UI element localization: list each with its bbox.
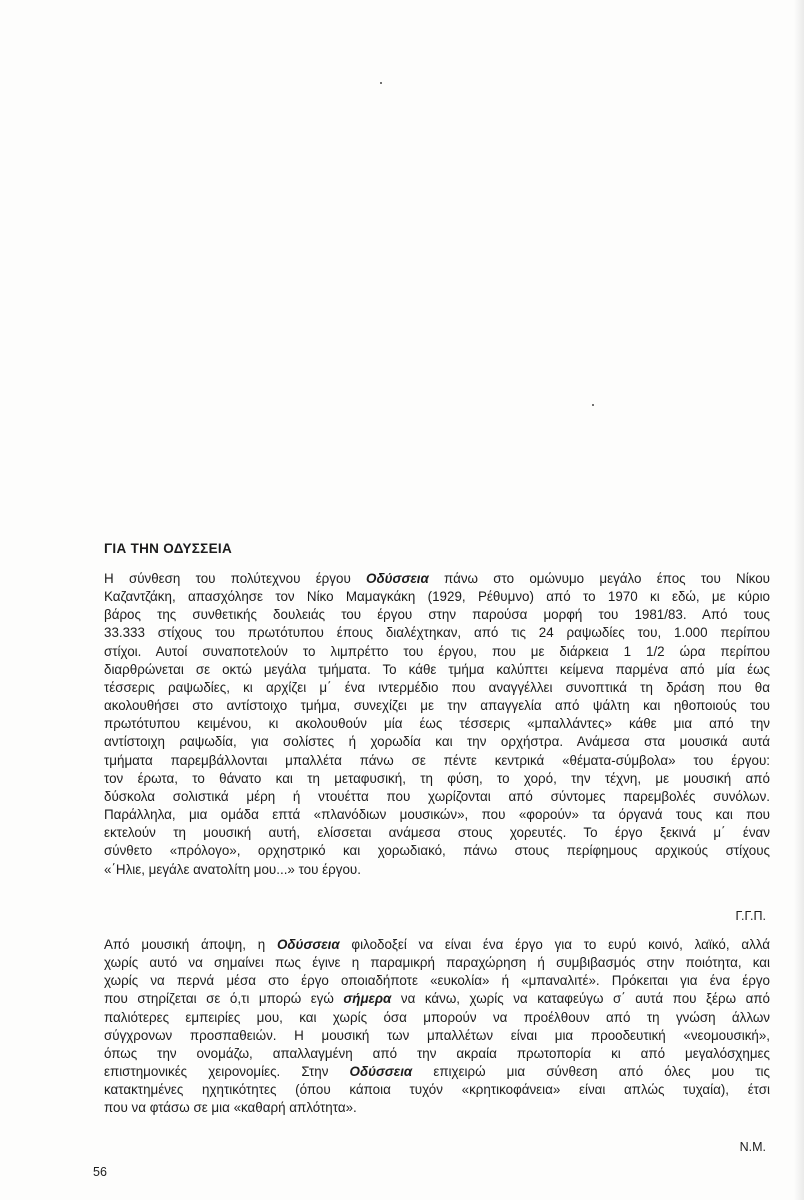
work-title: Οδύσσεια [366, 571, 429, 586]
text-line: αντίστοιχη ραψωδία, για σολίστες ή χορωδία και την ορχήστρα. Ανάμεσα στα μουσικά αυτά [104, 734, 770, 750]
text-line: χωρίς αυτό να σημαίνει πως έγινε η παραμικρή παραχώρηση ή συμβιβασμός στην ποιότητα, και [104, 955, 770, 971]
text-line: ακολουθήσει στο αντίστοιχο τμήμα, συνεχίζει με την απαγγελία από ψάλτη και ηθοποιούς του [104, 698, 770, 714]
signature-nm: Ν.Μ. [739, 1140, 766, 1154]
scan-speck [592, 404, 594, 406]
text-line: 33.333 στίχους του πρωτότυπου έπους διαλέχτηκαν, από τις 24 ραψωδίες του, 1.000 περίπου [104, 625, 770, 641]
text-line: Παράλληλα, μια ομάδα επτά «πλανόδιων μουσικών», που «φορούν» τα όργανά τους και που [104, 807, 770, 823]
text-line: επιστημονικές χειρονομίες. Στην Οδύσσεια επιχειρώ μια σύνθεση από όλες μου τις [104, 1064, 770, 1080]
page-edge-shadow [794, 0, 804, 1200]
paragraph-music-view [104, 936, 770, 1118]
text-line: στίχοι. Αυτοί συναποτελούν το λιμπρέττο του έργου, που με διάρκεια 1 1/2 ώρα περίπου [104, 643, 770, 659]
text-line: Η σύνθεση του πολύτεχνου έργου Οδύσσεια πάνω στο ομώνυμο μεγάλο έπος του Νίκου [104, 571, 770, 586]
text-line: εκτελούν τη μουσική αυτή, ελίσσεται ανάμεσα στους χορευτές. Το έργο ξεκινά μ΄ έναν [104, 825, 770, 841]
text-line: όπως την ονομάζω, απαλλαγμένη από την ακραία πρωτοπορία κι από μεγαλόσχημες [104, 1045, 770, 1061]
text-line: σύνθετο «πρόλογο», ορχηστρικό και χορωδιακό, πάνω στους περίφημους αρχικούς στίχους [104, 843, 770, 859]
text-line: τμήματα παρεμβάλλονται μπαλλέτα πάνω σε πέντε κεντρικά «θέματα-σύμβολα» του έργου: [104, 752, 770, 768]
text-line: κατακτημένες ηχητικότητες (όπου κάποια τυχόν «κρητικοφάνεια» είναι απλώς τυχαία), έτσι [104, 1082, 770, 1098]
text-line: χωρίς να περνά μέσα στο έργο οποιαδήποτε «ευκολία» ή «μπαναλιτέ». Πρόκειται για ένα έργο [104, 973, 770, 989]
work-title: Οδύσσεια [349, 1064, 413, 1080]
text-line: «΄Ηλιε, μεγάλε ανατολίτη μου...» του έργου. [104, 861, 361, 877]
text-line: παλιότερες εμπειρίες μου, και χωρίς όσα μπορούν να προέλθουν από τη γνώση άλλων [104, 1009, 770, 1025]
text-line: δύσκολα σολιστικά μέρη ή ντουέττα που χωρίζονται από σύντομες παρεμβολές συνόλων. [104, 788, 770, 804]
text-line: Καζαντζάκη, απασχόλησε τον Νίκο Μαμαγκάκη (1929, Ρέθυμνο) από το 1970 κι εδώ, με κύριο [104, 589, 770, 605]
text-line: που να φτάσω σε μια «καθαρή απλότητα». [104, 1100, 357, 1116]
text-line: που στηρίζεται σε ό,τι μπορώ εγώ σήμερα να κάνω, χωρίς να καταφεύγω σ΄ αυτά που ξέρω από [104, 991, 771, 1007]
text-line: Από μουσική άποψη, η Οδύσσεια φιλοδοξεί να είναι ένα έργο για το ευρύ κοινό, λαϊκό, αλλά [104, 937, 770, 952]
work-title: Οδύσσεια [276, 937, 340, 952]
work-title: σήμερα [343, 991, 392, 1007]
text-line: τον έρωτα, το θάνατο και τη μεταφυσική, τη φύση, το χορό, την τέχνη, με μουσική από [104, 770, 770, 786]
text-line: βάρος της συνθετικής δουλειάς του έργου στην παρούσα μορφή του 1981/83. Από τους [104, 607, 770, 623]
paragraph-composition [104, 570, 770, 879]
scan-speck [380, 82, 382, 84]
signature-ggp: Γ.Γ.Π. [735, 909, 766, 923]
text-line: διαρθρώνεται σε οκτώ μεγάλα τμήματα. Το κάθε τμήμα καλύπτει κείμενα παρμένα από μία έως [104, 661, 770, 677]
section-heading: ΓΙΑ ΤΗΝ ΟΔΥΣΣΕΙΑ [104, 541, 232, 556]
text-line: σύγχρονων προσπαθειών. Η μουσική των μπαλλέτων είναι μια προοδευτική «νεομουσική», [104, 1027, 770, 1043]
text-line: πρωτότυπου κειμένου, κι ακολουθούν μία έως τέσσερις «μπαλλάντες» κάθε μια από την [104, 716, 770, 732]
page-number: 56 [93, 1165, 107, 1179]
text-line: τέσσερις ραψωδίες, κι αρχίζει μ΄ ένα ιντερμέδιο που αναγγέλλει συνοπτικά τη δράση που θα [104, 679, 770, 695]
